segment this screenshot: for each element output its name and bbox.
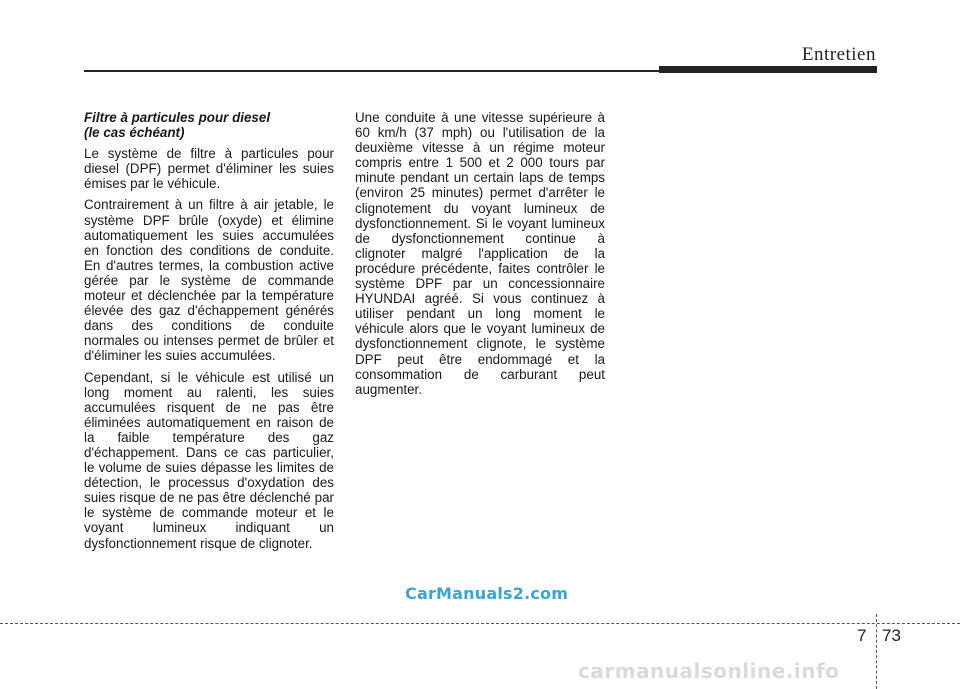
- watermark-bottom: carmanualsonline.info: [578, 659, 840, 683]
- section-title: [84, 110, 334, 140]
- header-bar: [659, 66, 877, 73]
- watermark-link[interactable]: CarManuals2.com: [405, 584, 569, 603]
- page-header-title: Entretien: [801, 44, 876, 65]
- left-column: [84, 110, 334, 557]
- paragraph: Contrairement à un filtre à air jetable, le système DPF brûle (oxyde) et élimine automatiquement les suies accumulées en fonction des conditions de conduite. En d'autres termes, la combustion active gérée par le système de commande moteur et déclenchée par la température élevée des gaz d'échappement générés dans des conditions de conduite normales ou intenses permet de brûler et d'éliminer les suies accumulées.: [84, 197, 334, 364]
- paragraph: Une conduite à une vitesse supérieure à 60 km/h (37 mph) ou l'utilisation de la deuxième vitesse à un régime moteur compris entre 1 500 et 2 000 tours par minute pendant un certain laps de temps (environ 25 minutes) permet d'arrêter le clignotement du voyant lumineux de dysfonctionnement. Si le voyant lumineux de dysfonctionnement continue à clignoter malgré l'application de la procédure précédente, faites contrôler le système DPF par un concessionnaire HYUNDAI agréé. Si vous continuez à utiliser pendant un long moment le véhicule alors que le voyant lumineux de dysfonctionnement clignote, le système DPF peut être endommagé et la consommation de carburant peut augmenter.: [355, 110, 605, 397]
- page-number: 73: [882, 626, 901, 645]
- header-rule: [84, 70, 659, 72]
- paragraph: Cependant, si le véhicule est utilisé un long moment au ralenti, les suies accumulées risquent de ne pas être éliminées automatiquement en raison de la faible température des gaz d'échappement. Dans ce cas particulier, le volume de suies dépasse les limites de détection, le processus d'oxydation des suies risque de ne pas être déclenché par le système de commande moteur et le voyant lumineux indiquant un dysfonctionnement risque de clignoter.: [84, 369, 334, 551]
- section-title-line2: (le cas échéant): [84, 125, 185, 141]
- right-column: [355, 110, 605, 403]
- footer-divider: [0, 623, 960, 624]
- chapter-number: 7: [857, 626, 867, 645]
- footer-vertical-divider: [876, 614, 877, 689]
- paragraph: Le système de filtre à particules pour diesel (DPF) permet d'éliminer les suies émises par le véhicule.: [84, 146, 334, 192]
- section-title-line1: Filtre à particules pour diesel: [84, 110, 271, 125]
